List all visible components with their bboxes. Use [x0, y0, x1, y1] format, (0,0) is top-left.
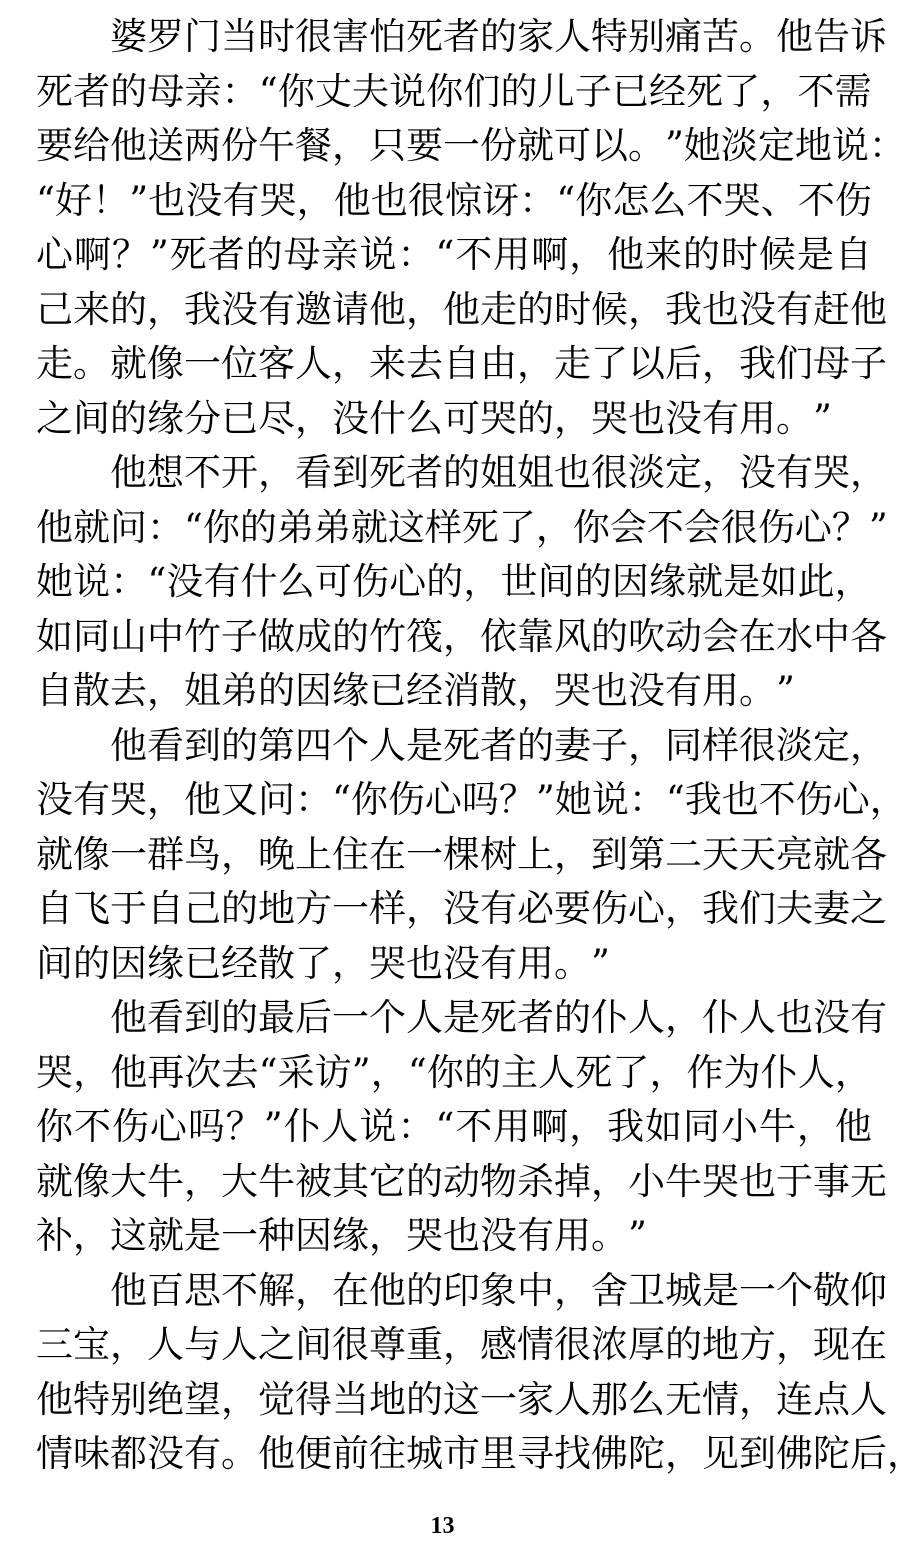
paragraph-5 [36, 1264, 924, 1482]
page-number: 13 [430, 1513, 455, 1539]
paragraph-3 [36, 719, 907, 992]
text-line: 间 的 因 缘 已 经 散 了 ， 哭 也 没 有 用 。 ” [36, 941, 610, 985]
text-line: “ 好 ！ ” 也 没 有 哭 ， 他 也 很 惊 讶 ： “ 你 怎 么 不 哭 、 不 伤 [36, 178, 872, 222]
text-line: 就 像 大 牛 ， 大 牛 被 其 它 的 动 物 杀 掉 ， 小 牛 哭 也 于 事 无 [36, 1159, 887, 1203]
text-line: 婆 罗 门 当 时 很 害 怕 死 者 的 家 人 特 别 痛 苦 。 他 告 诉 [110, 15, 887, 58]
text-line: 己 来 的 ， 我 没 有 邀 请 他 ， 他 走 的 时 候 ， 我 也 没 有 赶 他 [36, 287, 887, 331]
document-body [36, 10, 924, 1482]
text-line: 他 百 思 不 解 ， 在 他 的 印 象 中 ， 舍 卫 城 是 一 个 敬 仰 [110, 1268, 887, 1312]
text-line: 自 散 去 ， 姐 弟 的 因 缘 已 经 消 散 ， 哭 也 没 有 用 。 ” [36, 669, 795, 712]
text-line: 死 者 的 母 亲 ： “ 你 丈 夫 说 你 们 的 儿 子 已 经 死 了 ， 不 需 [36, 69, 872, 113]
text-line: 补 ， 这 就 是 一 种 因 缘 ， 哭 也 没 有 用 。 ” [36, 1214, 647, 1257]
text-line: 自 飞 于 自 己 的 地 方 一 样 ， 没 有 必 要 伤 心 ， 我 们 夫 妻 之 [36, 887, 887, 930]
text-line: 他 看 到 的 最 后 一 个 人 是 死 者 的 仆 人 ， 仆 人 也 没 有 [110, 996, 887, 1039]
text-line: 他 想 不 开 ， 看 到 死 者 的 姐 姐 也 很 淡 定 ， 没 有 哭 ， [110, 451, 887, 494]
text-line: 他 就 问 ： “ 你 的 弟 弟 就 这 样 死 了 ， 你 会 不 会 很 伤 心 ？ ” [36, 505, 888, 549]
text-line: 情 味 都 没 有 。 他 便 前 往 城 市 里 寻 找 佛 陀 ， 见 到 佛 陀 后 ， [36, 1432, 924, 1475]
text-line: 他 看 到 的 第 四 个 人 是 死 者 的 妻 子 ， 同 样 很 淡 定 ， [110, 723, 887, 767]
text-line: 她 说 ： “ 没 有 什 么 可 伤 心 的 ， 世 间 的 因 缘 就 是 如 此 ， [36, 560, 872, 603]
paragraph-4 [36, 991, 887, 1264]
text-line: 心 啊 ？ ” 死 者 的 母 亲 说 ： “ 不 用 啊 ， 他 来 的 时 候 是 自 [36, 233, 872, 276]
text-line: 你 不 伤 心 吗 ？ ” 仆 人 说 ： “ 不 用 啊 ， 我 如 同 小 牛 ， 他 [36, 1105, 872, 1148]
text-line: 他 特 别 绝 望 ， 觉 得 当 地 的 这 一 家 人 那 么 无 情 ， 连 点 人 [36, 1377, 887, 1421]
text-line: 如 同 山 中 竹 子 做 成 的 竹 筏 ， 依 靠 风 的 吹 动 会 在 水 中 各 [36, 614, 887, 658]
text-line: 走 。 就 像 一 位 客 人 ， 来 去 自 由 ， 走 了 以 后 ， 我 们 母 子 [36, 342, 887, 385]
text-line: 没 有 哭 ， 他 又 问 ： “ 你 伤 心 吗 ？ ” 她 说 ： “ 我 也 不 伤 心 ， [36, 778, 907, 821]
text-line: 就 像 一 群 鸟 ， 晚 上 住 在 一 棵 树 上 ， 到 第 二 天 天 亮 就 各 [36, 832, 887, 876]
text-line: 要 给 他 送 两 份 午 餐 ， 只 要 一 份 就 可 以 。 ” 她 淡 定 地 说 ： [36, 124, 906, 167]
text-line: 哭 ， 他 再 次 去 “ 采 访 ” ， “ 你 的 主 人 死 了 ， 作 为 仆 人 ， [36, 1050, 872, 1094]
paragraph-1 [36, 10, 906, 446]
text-line: 三 宝 ， 人 与 人 之 间 很 尊 重 ， 感 情 很 浓 厚 的 地 方 ， 现 在 [36, 1323, 887, 1366]
paragraph-2 [36, 446, 888, 719]
text-line: 之 间 的 缘 分 已 尽 ， 没 什 么 可 哭 的 ， 哭 也 没 有 用 。 ” [36, 396, 832, 440]
